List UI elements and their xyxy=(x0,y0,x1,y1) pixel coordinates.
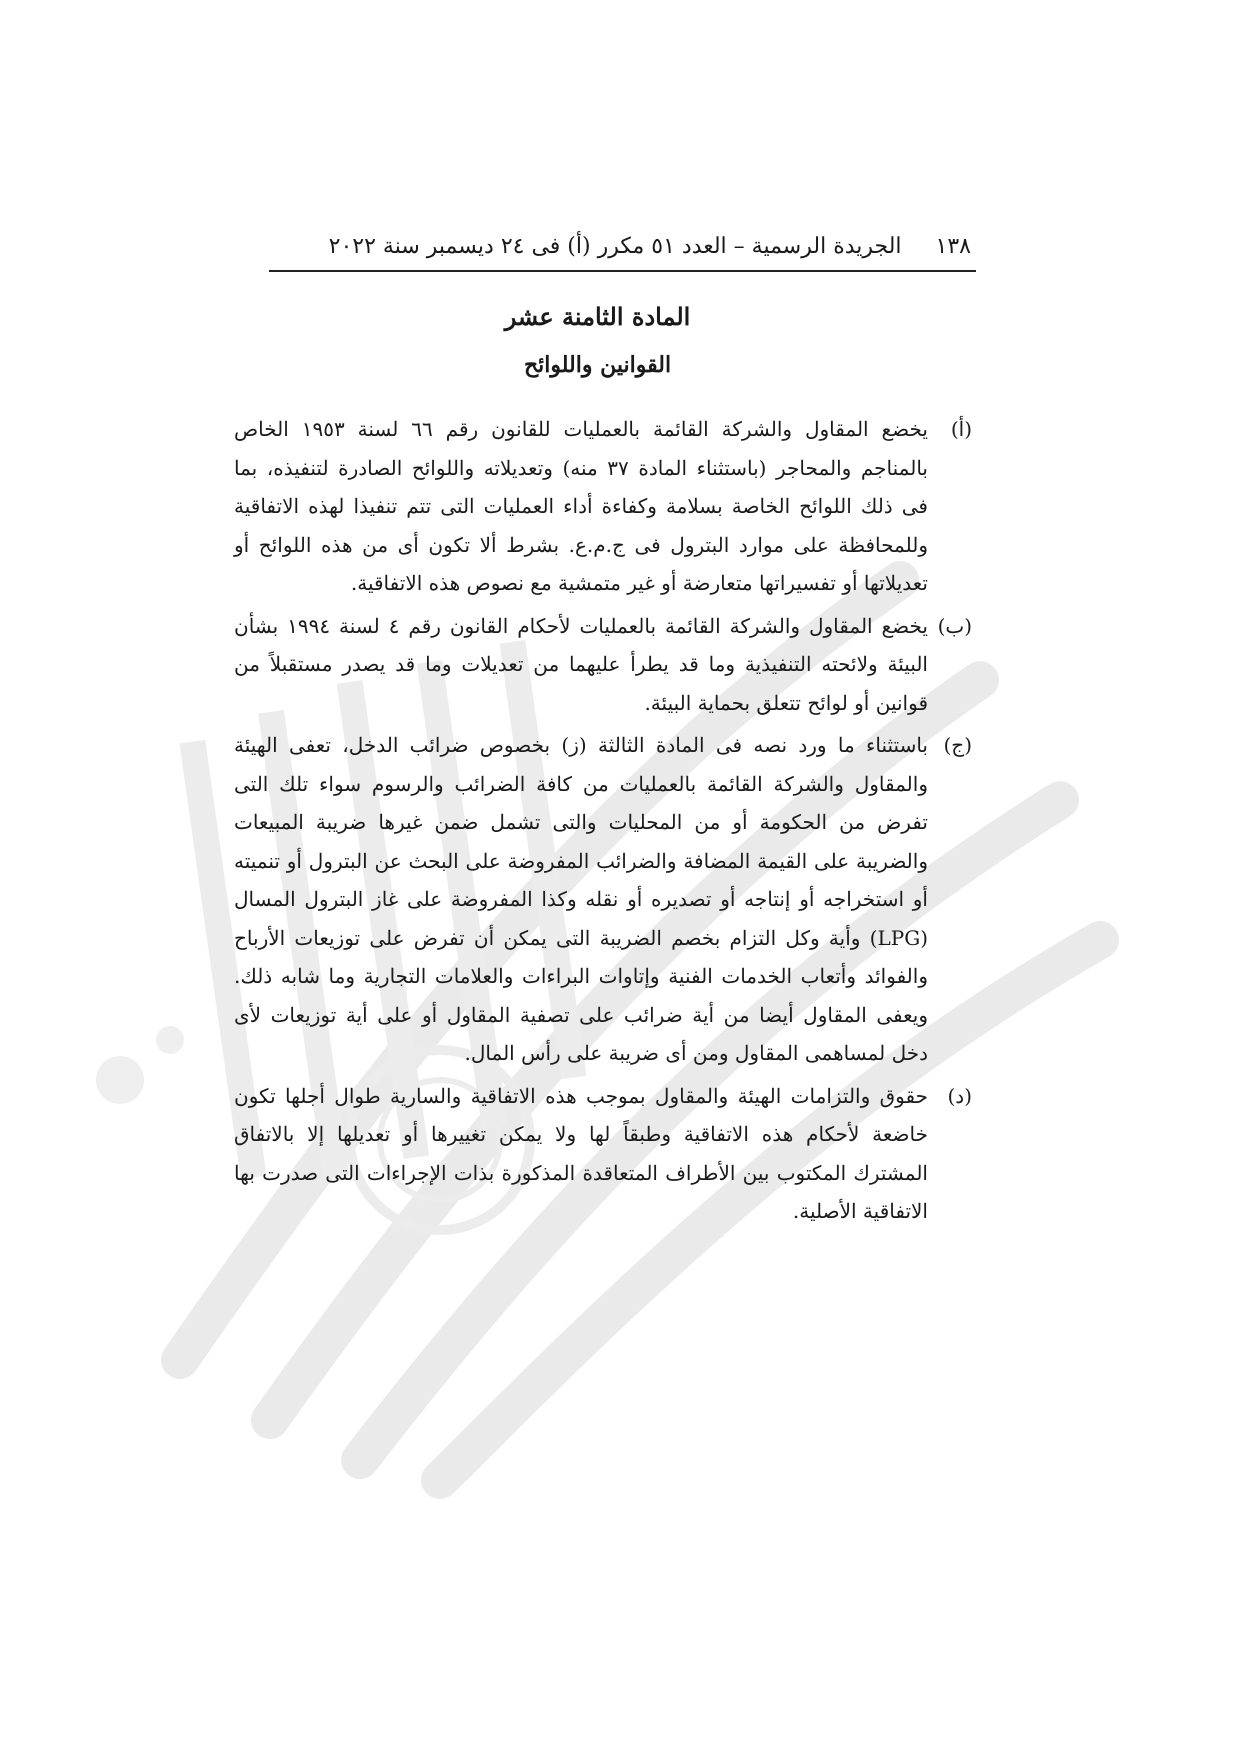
publication-title: الجريدة الرسمية – العدد ٥١ مكرر (أ) فى ٢٤ ديسمبر سنة ٢٠٢٢ xyxy=(328,233,902,259)
article-subtitle: القوانين واللوائح xyxy=(523,352,672,378)
clause-text: باستثناء ما ورد نصه فى المادة الثالثة (ز) بخصوص ضرائب الدخل، تعفى الهيئة والمقاول والشركة القائمة بالعمليات من كافة الضرائب والرسوم سواء تلك التى تفرض من الحكومة أو من المحليات والتى تشمل ضمن غيرها ضريبة المبيعات والضريبة على القيمة المضافة والضرائب المفروضة على البحث عن البترول أو تنميته أو استخراجه أو إنتاجه أو تصديره أو نقله وكذا المفروضة على غاز البترول المسال (LPG) وأية وكل التزام بخصم الضريبة التى يمكن أن تفرض على توزيعات الأرباح والفوائد وأتعاب الخدمات الفنية وإتاوات البراءات والعلامات التجارية وما شابه ذلك. ويعفى المقاول أيضا من أية ضرائب على تصفية المقاول أو على أية توزيعات لأى دخل لمساهمى المقاول ومن أى ضريبة على رأس المال. xyxy=(234,733,928,1065)
clause-marker: (ب) xyxy=(937,613,972,638)
clause-marker: (أ) xyxy=(950,417,972,441)
page-header xyxy=(271,228,971,264)
clause-c xyxy=(234,726,972,1073)
page-number: ١٣٨ xyxy=(935,233,971,259)
clause-marker: (ج) xyxy=(943,733,972,757)
header-divider xyxy=(269,270,976,272)
clause-text: يخضع المقاول والشركة القائمة بالعمليات للقانون رقم ٦٦ لسنة ١٩٥٣ الخاص بالمناجم والمحاجر (باستثناء المادة ٣٧ منه) وتعديلاته واللوائح الصادرة لتنفيذه، بما فى ذلك اللوائح الخاصة بسلامة وكفاءة أداء العمليات التى تتم تنفيذا لهذه الاتفاقية وللمحافظة على موارد البترول فى ج.م.ع. بشرط ألا تكون أى من هذه اللوائح أو تعديلاتها أو تفسيراتها متعارضة أو غير متمشية مع نصوص هذه الاتفاقية. xyxy=(234,417,928,595)
clause-marker: (د) xyxy=(947,1083,972,1108)
clause-text: حقوق والتزامات الهيئة والمقاول بموجب هذه الاتفاقية والسارية طوال أجلها تكون خاضعة لأحكام هذه الاتفاقية وطبقاً لها ولا يمكن تغييرها أو تعديلها إلا بالاتفاق المشترك المكتوب بين الأطراف المتعاقدة المذكورة بذات الإجراءات التى صدرت بها الاتفاقية الأصلية. xyxy=(234,1083,928,1223)
clause-d xyxy=(234,1077,972,1231)
clause-text: يخضع المقاول والشركة القائمة بالعمليات لأحكام القانون رقم ٤ لسنة ١٩٩٤ بشأن البيئة ولائحته التنفيذية وما قد يطرأ عليهما من تعديلات وما قد يصدر مستقبلاً من قوانين أو لوائح تتعلق بحماية البيئة. xyxy=(234,613,928,715)
article-body xyxy=(234,410,972,1235)
clause-a xyxy=(234,410,972,603)
article-title: المادة الثامنة عشر xyxy=(504,302,691,331)
clause-b xyxy=(234,607,972,723)
